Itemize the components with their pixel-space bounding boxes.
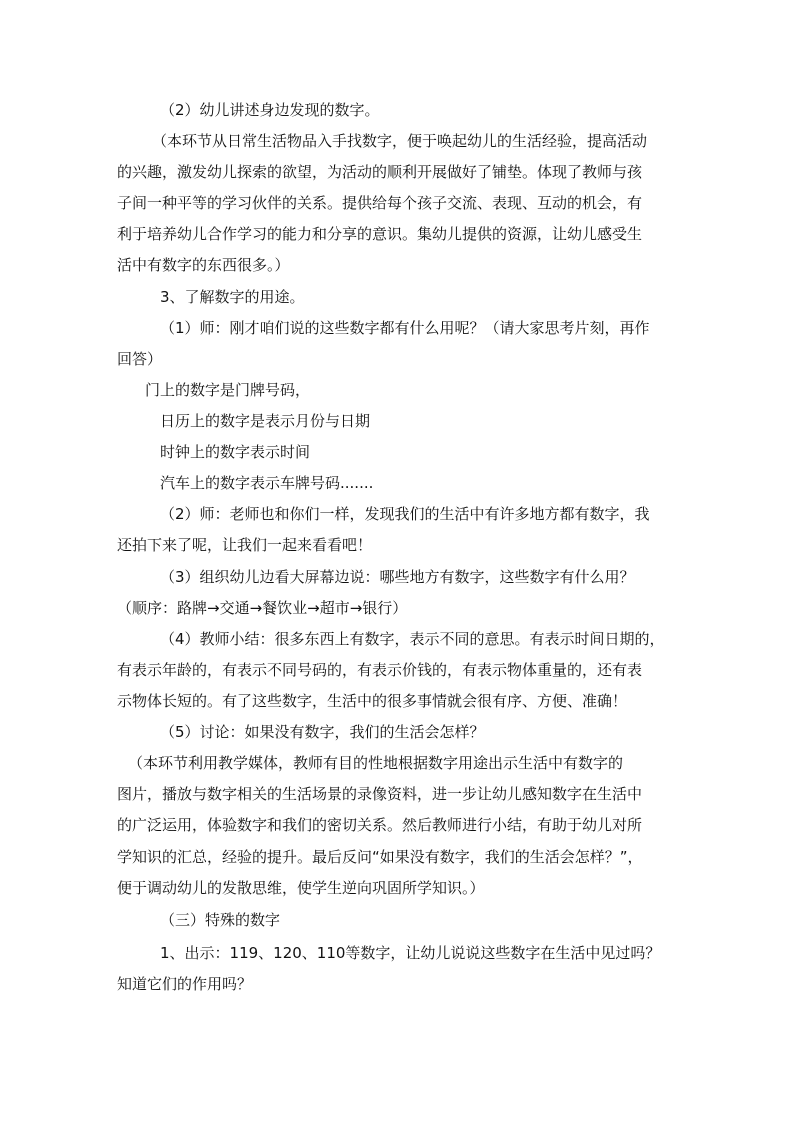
- paragraph-line: （顺序：路牌→交通→餐饮业→超市→银行）: [117, 599, 408, 617]
- paragraph-line: 便于调动幼儿的发散思维，使学生逆向巩固所学知识。）: [117, 879, 485, 897]
- paragraph-line: （1）师：刚才咱们说的这些数字都有什么用呢？（请大家思考片刻，再作: [160, 319, 650, 337]
- paragraph-line: 汽车上的数字表示车牌号码.......: [160, 474, 374, 492]
- paragraph-line: （4）教师小结：很多东西上有数字，表示不同的意思。有表示时间日期的，: [160, 630, 665, 648]
- paragraph-line: 时钟上的数字表示时间: [160, 443, 311, 461]
- paragraph-line: 知道它们的作用吗？: [117, 975, 253, 993]
- paragraph-line: 有表示年龄的，有表示不同号码的，有表示价钱的，有表示物体重量的，还有表: [117, 661, 643, 679]
- paragraph-line: 子间一种平等的学习伙伴的关系。提供给每个孩子交流、表现、互动的机会，有: [117, 194, 643, 212]
- paragraph-line: 活中有数字的东西很多。）: [117, 256, 290, 274]
- paragraph-line: （本环节利用教学媒体，教师有目的性地根据数字用途出示生活中有数字的: [128, 754, 624, 772]
- paragraph-line: 利于培养幼儿合作学习的能力和分享的意识。集幼儿提供的资源，让幼儿感受生: [117, 225, 643, 243]
- paragraph-line: 1、出示：119、120、110等数字，让幼儿说说这些数字在生活中见过吗？: [160, 944, 661, 962]
- paragraph-line: 门上的数字是门牌号码，: [145, 381, 311, 399]
- paragraph-line: 示物体长短的。有了这些数字，生活中的很多事情就会很有序、方便、准确！: [117, 692, 628, 710]
- paragraph-line: 还拍下来了呢，让我们一起来看看吧！: [117, 536, 373, 554]
- paragraph-line: （3）组织幼儿边看大屏幕边说：哪些地方有数字，这些数字有什么用？: [160, 568, 635, 586]
- paragraph-line: 的兴趣，激发幼儿探索的欲望，为活动的顺利开展做好了铺垫。体现了教师与孩: [117, 163, 643, 181]
- paragraph-line: 学知识的汇总，经验的提升。最后反问“如果没有数字，我们的生活会怎样？”，: [117, 848, 643, 866]
- paragraph-line: 图片，播放与数字相关的生活场景的录像资料，进一步让幼儿感知数字在生活中: [117, 785, 643, 803]
- paragraph-line: （本环节从日常生活物品入手找数字，便于唤起幼儿的生活经验，提高活动: [152, 132, 648, 150]
- paragraph-line: （5）讨论：如果没有数字，我们的生活会怎样？: [160, 723, 485, 741]
- paragraph-line: （2）师：老师也和你们一样，发现我们的生活中有许多地方都有数字，我: [160, 505, 650, 523]
- paragraph-line: 日历上的数字是表示月份与日期: [160, 412, 371, 430]
- section-heading: （三）特殊的数字: [160, 911, 281, 929]
- paragraph-line: （2）幼儿讲述身边发现的数字。: [160, 101, 380, 119]
- paragraph-line: 的广泛运用，体验数字和我们的密切关系。然后教师进行小结，有助于幼儿对所: [117, 816, 643, 834]
- paragraph-line: 回答）: [117, 350, 163, 368]
- section-heading: 3、了解数字的用途。: [160, 288, 305, 306]
